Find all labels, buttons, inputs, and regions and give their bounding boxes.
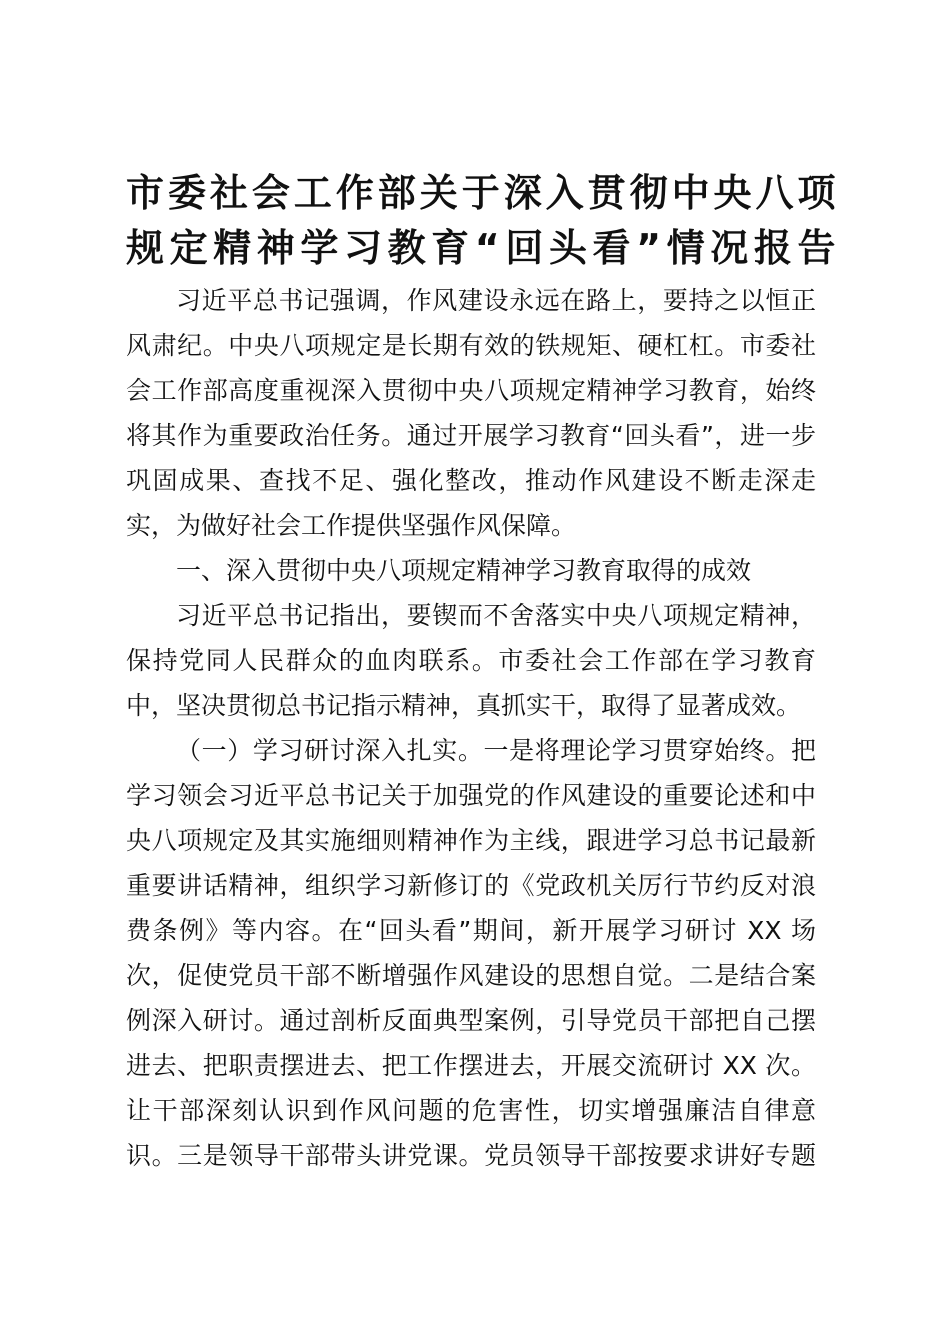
paragraph-line: （一）学习研讨深入扎实。一是将理论学习贯穿始终。把	[176, 736, 816, 765]
paragraph-line: 重要讲话精神，组织学习新修订的《党政机关厉行节约反对浪	[126, 871, 816, 900]
document-title	[126, 166, 836, 276]
paragraph-line: 识。三是领导干部带头讲党课。党员领导干部按要求讲好专题	[126, 1141, 816, 1170]
paragraph-line: 巩固成果、查找不足、强化整改，推动作风建设不断走深走	[126, 466, 816, 495]
paragraph-line: 实，为做好社会工作提供坚强作风保障。	[126, 511, 577, 540]
paragraph-line: 习近平总书记强调，作风建设永远在路上，要持之以恒正	[176, 286, 816, 315]
paragraph-line: 费条例》等内容。在“回头看”期间，新开展学习研讨 XX 场	[126, 916, 816, 945]
document-body	[126, 278, 816, 1178]
paragraph-line: 会工作部高度重视深入贯彻中央八项规定精神学习教育，始终	[126, 376, 816, 405]
paragraph-line: 习近平总书记指出，要锲而不舍落实中央八项规定精神，	[176, 601, 816, 630]
paragraph-line: 次，促使党员干部不断增强作风建设的思想自觉。二是结合案	[126, 961, 816, 990]
paragraph-line: 例深入研讨。通过剖析反面典型案例，引导党员干部把自己摆	[126, 1006, 816, 1035]
paragraph-line: 风肃纪。中央八项规定是长期有效的铁规矩、硬杠杠。市委社	[126, 331, 816, 360]
paragraph-line: 保持党同人民群众的血肉联系。市委社会工作部在学习教育	[126, 646, 816, 675]
paragraph-line: 学习领会习近平总书记关于加强党的作风建设的重要论述和中	[126, 781, 816, 810]
paragraph-line: 让干部深刻认识到作风问题的危害性，切实增强廉洁自律意	[126, 1096, 816, 1125]
paragraph-line: 中，坚决贯彻总书记指示精神，真抓实干，取得了显著成效。	[126, 691, 802, 720]
title-line: 市委社会工作部关于深入贯彻中央八项	[126, 171, 836, 215]
section-heading: 一、深入贯彻中央八项规定精神学习教育取得的成效	[176, 556, 752, 585]
paragraph-line: 将其作为重要政治任务。通过开展学习教育“回头看”，进一步	[126, 421, 816, 450]
paragraph-line: 央八项规定及其实施细则精神作为主线，跟进学习总书记最新	[126, 826, 816, 855]
paragraph-line: 进去、把职责摆进去、把工作摆进去，开展交流研讨 XX 次。	[126, 1051, 816, 1080]
title-line: 规定精神学习教育“回头看”情况报告	[126, 226, 836, 270]
